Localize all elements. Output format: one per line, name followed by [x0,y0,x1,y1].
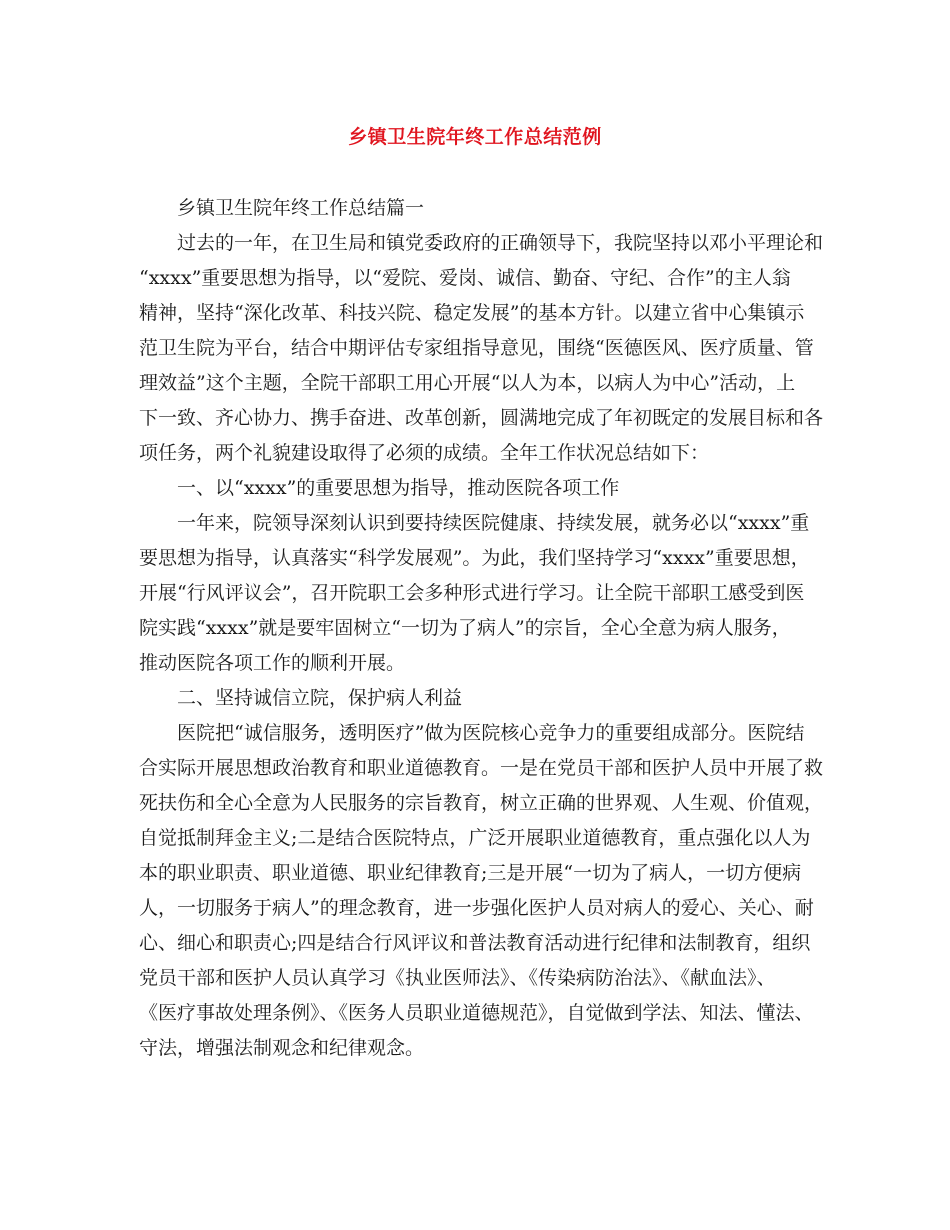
paragraph-line: 一年来，院领导深刻认识到要持续医院健康、持续发展，就务必以“xxxx”重 [177,512,810,534]
paragraph-line: 合实际开展思想政治教育和职业道德教育。一是在党员干部和医护人员中开展了救 [139,757,824,779]
paragraph-line: 自觉抵制拜金主义;二是结合医院特点，广泛开展职业道德教育，重点强化以人为 [139,827,811,849]
paragraph-line: 院实践“xxxx”就是要牢固树立“一切为了病人”的宗旨，全心全意为病人服务， [139,617,791,639]
paragraph-line: 推动医院各项工作的顺利开展。 [139,652,406,674]
paragraph-line: 开展“行风评议会”，召开院职工会多种形式进行学习。让全院干部职工感受到医 [139,582,805,604]
paragraph-line: 守法，增强法制观念和纪律观念。 [139,1037,425,1059]
paragraph-line: 本的职业职责、职业道德、职业纪律教育;三是开展“一切为了病人，一切方便病 [139,862,802,884]
document-title: 乡镇卫生院年终工作总结范例 [348,126,602,148]
paragraph-line: 要思想为指导，认真落实“科学发展观”。为此，我们坚持学习“xxxx”重要思想， [139,547,810,569]
paragraph-line: “xxxx”重要思想为指导，以“爱院、爱岗、诚信、勤奋、守纪、合作”的主人翁 [139,267,791,289]
paragraph-line: 党员干部和医护人员认真学习《执业医师法》、《传染病防治法》、《献血法》、 [139,967,776,989]
section-heading-1: 一、以“xxxx”的重要思想为指导，推动医院各项工作 [177,477,620,499]
paragraph-line: 人，一切服务于病人”的理念教育，进一步强化医护人员对病人的爱心、关心、耐 [139,897,814,919]
paragraph-line: 医院把“诚信服务，透明医疗”做为医院核心竞争力的重要组成部分。医院结 [177,722,805,744]
paragraph-line: 项任务，两个礼貌建设取得了必须的成绩。全年工作状况总结如下： [139,442,710,464]
paragraph-line: 精神，坚持“深化改革、科技兴院、稳定发展”的基本方针。以建立省中心集镇示 [139,302,805,324]
paragraph-line: 死扶伤和全心全意为人民服务的宗旨教育，树立正确的世界观、人生观、价值观， [139,792,824,814]
paragraph-line: 《医疗事故处理条例》、《医务人员职业道德规范》，自觉做到学法、知法、懂法、 [139,1002,814,1024]
paragraph-line: 理效益”这个主题，全院干部职工用心开展“以人为本，以病人为中心”活动，上 [139,372,796,394]
section-heading-2: 二、坚持诚信立院，保护病人利益 [177,687,463,709]
paragraph-line: 心、细心和职责心;四是结合行风评议和普法教育活动进行纪律和法制教育，组织 [139,932,811,954]
paragraph-line: 下一致、齐心协力、携手奋进、改革创新，圆满地完成了年初既定的发展目标和各 [139,407,824,429]
paragraph-line: 范卫生院为平台，结合中期评估专家组指导意见，围绕“医德医风、医疗质量、管 [139,337,814,359]
paragraph-line: 过去的一年，在卫生局和镇党委政府的正确领导下，我院坚持以邓小平理论和 [177,232,824,254]
section-heading-part-one: 乡镇卫生院年终工作总结篇一 [177,197,425,219]
